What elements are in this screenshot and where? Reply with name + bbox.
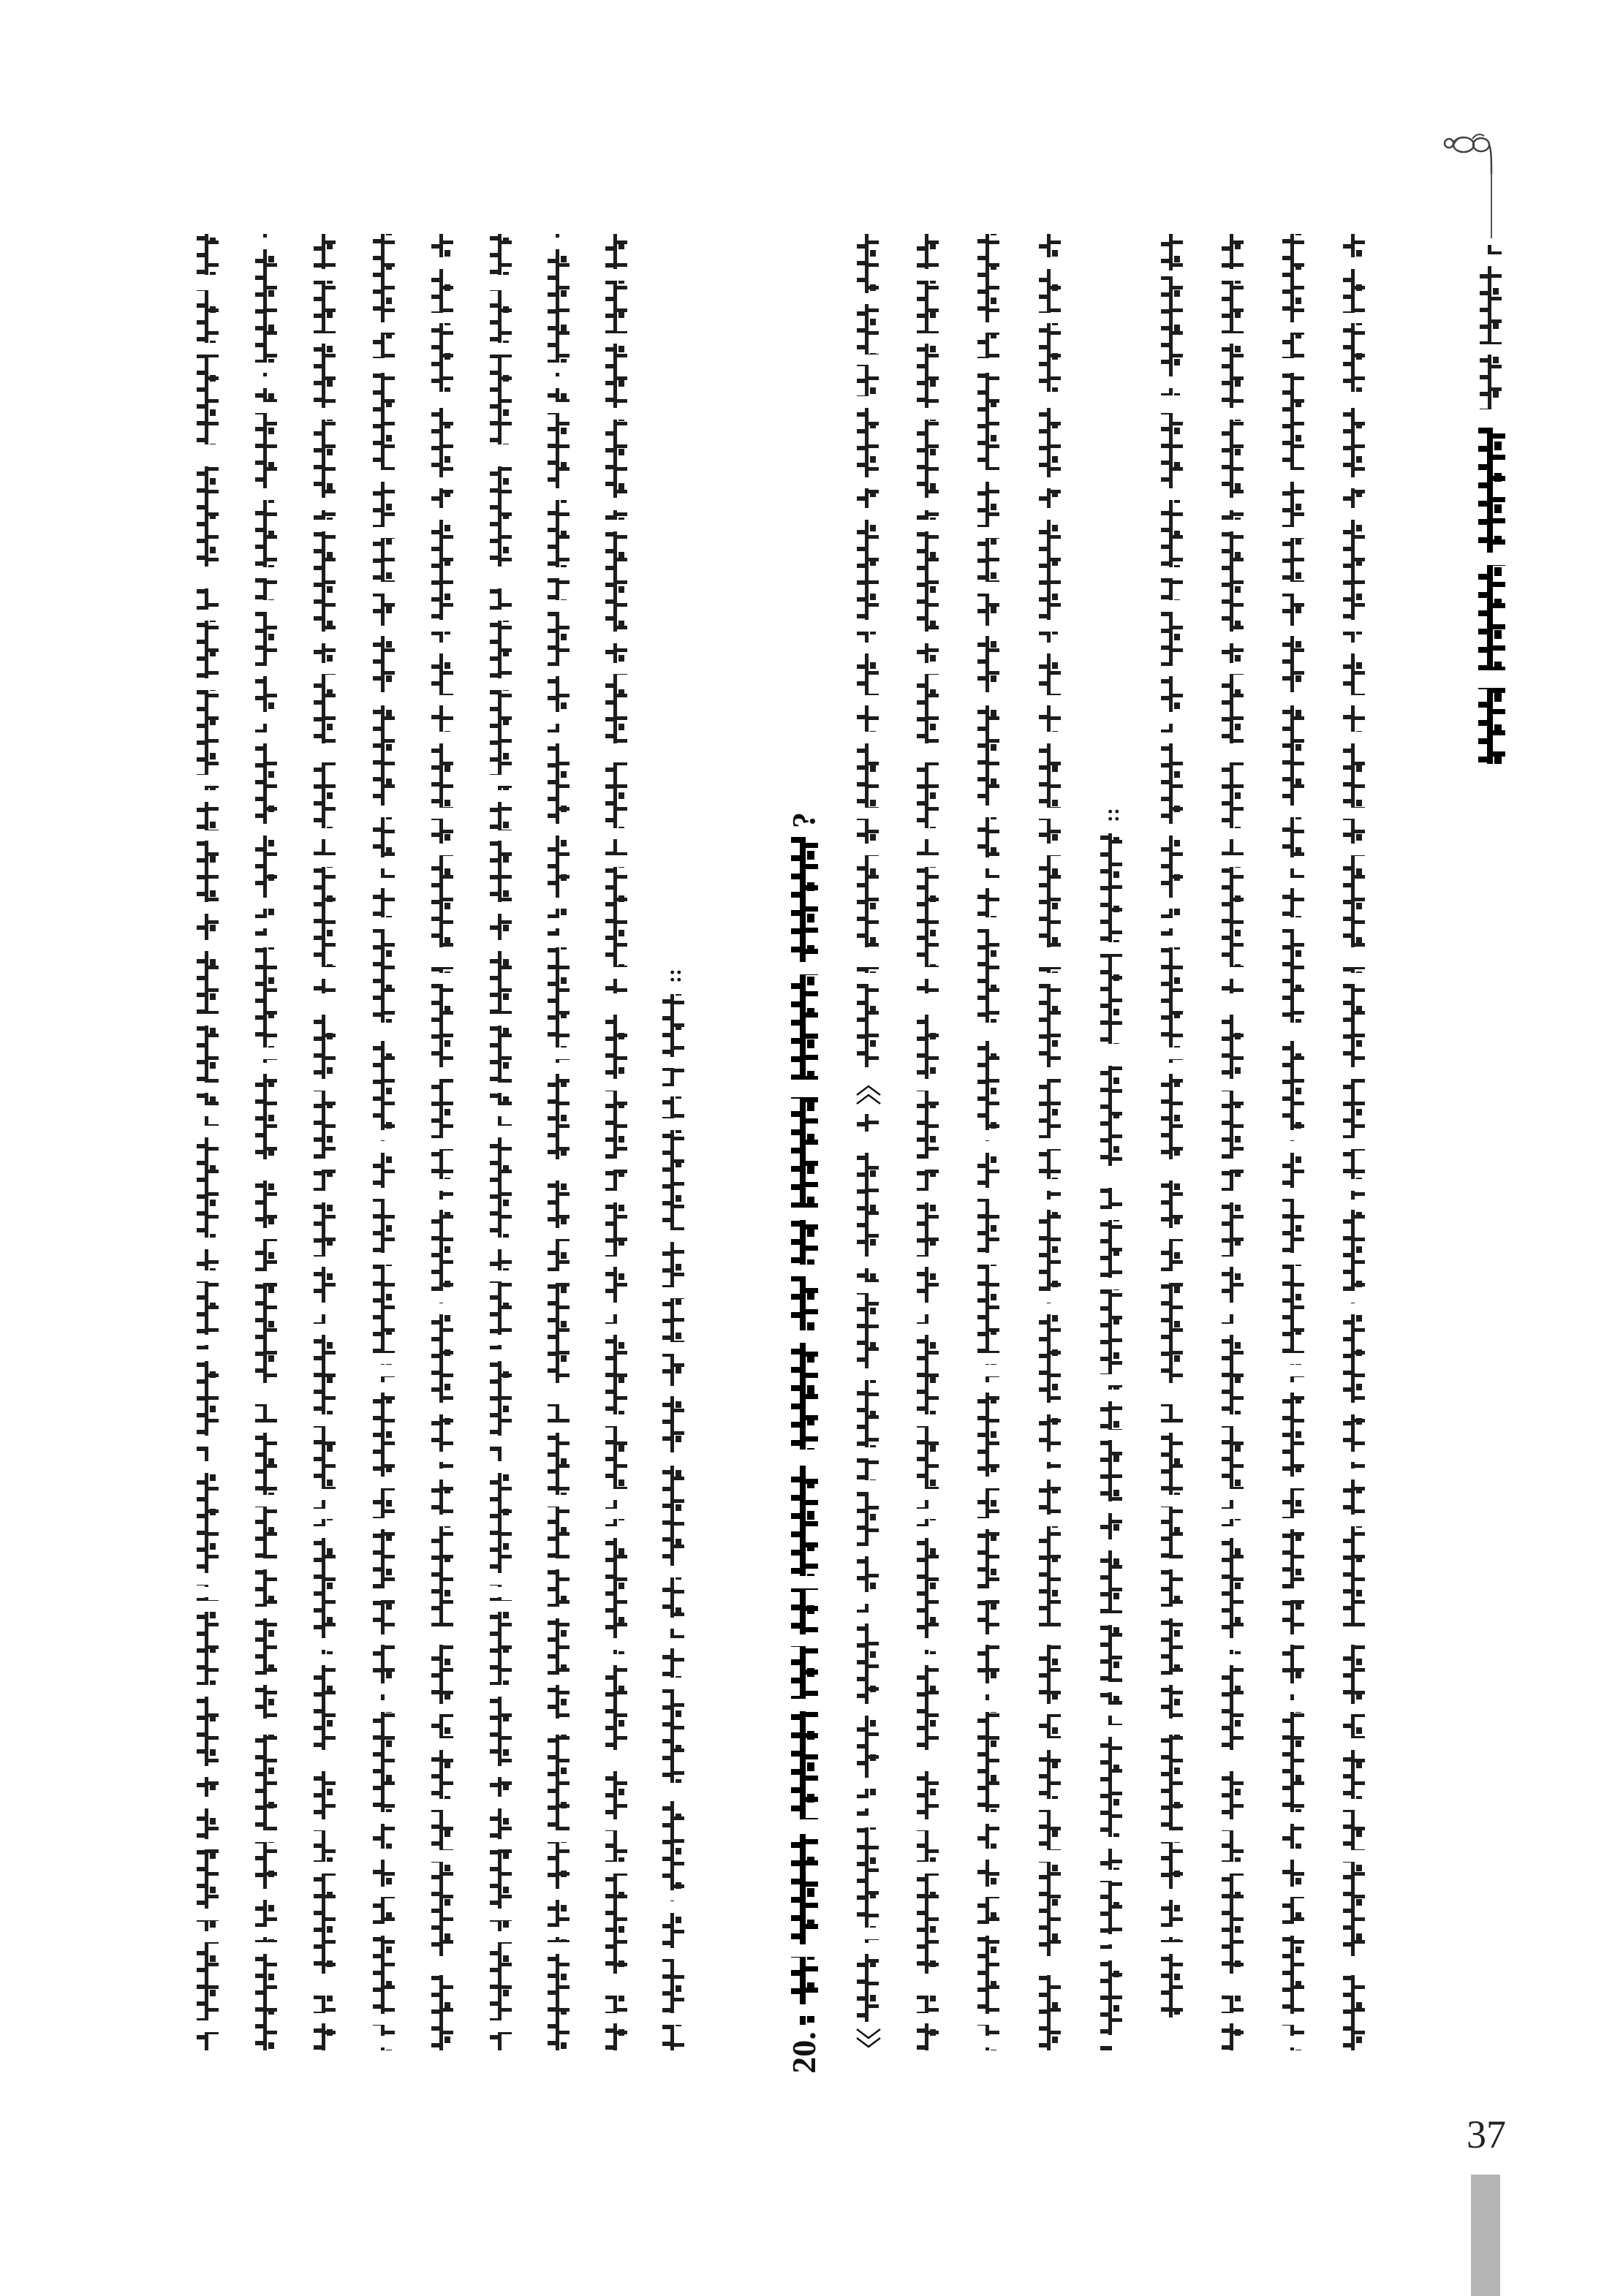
running-header-title	[1474, 428, 1509, 764]
text-column	[1097, 833, 1127, 2050]
thumb-tab	[1471, 2175, 1500, 2296]
question-heading	[787, 837, 822, 2025]
text-column	[1157, 234, 1188, 2017]
running-header	[1476, 245, 1507, 409]
text-column	[486, 234, 517, 2050]
text-column	[428, 234, 458, 2050]
question-number: 20.	[785, 2031, 822, 2074]
page-number: 37	[1467, 2113, 1506, 2156]
text-column	[913, 234, 944, 2050]
text-column	[251, 234, 282, 2050]
question-mark: ?	[786, 812, 822, 828]
full-stop-mark: ::	[1100, 808, 1124, 822]
text-column	[193, 234, 224, 2050]
text-column	[310, 234, 341, 2050]
text-column	[853, 234, 884, 1079]
quote-open-mark	[852, 2026, 885, 2053]
text-column	[1035, 234, 1066, 2050]
ornament-icon	[1433, 117, 1528, 183]
text-column	[853, 1114, 884, 2022]
text-column	[544, 234, 575, 2050]
text-column	[974, 234, 1005, 2050]
text-column	[369, 234, 400, 2050]
text-column	[602, 234, 632, 2050]
text-column	[659, 994, 689, 2050]
full-stop-mark: ::	[662, 969, 686, 983]
text-column	[1279, 234, 1309, 2050]
header-rule	[1491, 174, 1492, 238]
quote-close-mark	[852, 1083, 885, 1110]
text-column	[1218, 234, 1249, 2050]
text-column	[1339, 234, 1370, 2050]
